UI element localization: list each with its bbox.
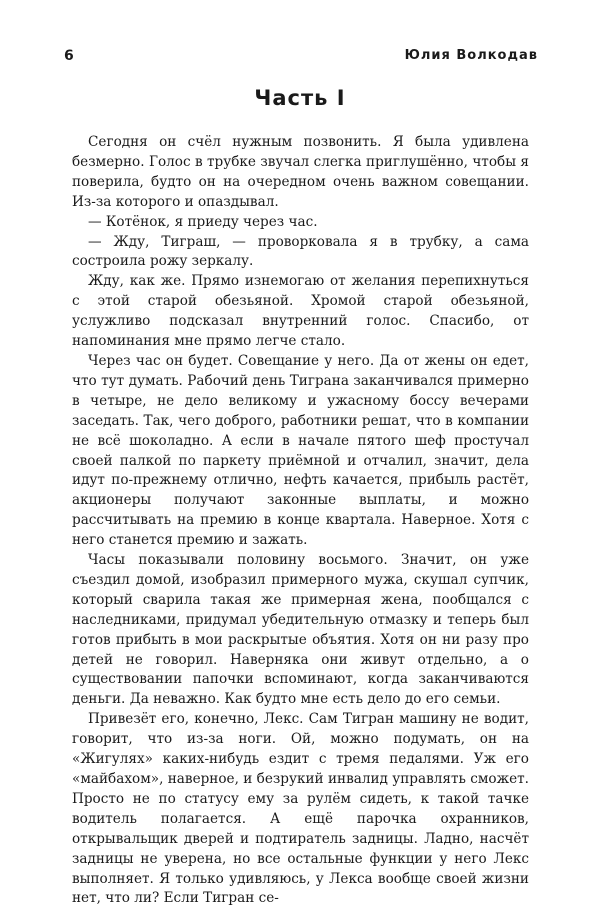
body-text	[72, 133, 529, 909]
paragraph: Через час он будет. Совещание у него. Да от жены он едет, что тут думать. Рабочий день Тиграна заканчивался примерно в четыре, не дело великому и ужасному боссу вечерами заседать. Так, чего доброго, работники решат, что в компании не всё шоколадно. А если в начале пятого шеф простучал своей палкой по паркету приёмной и отчалил, значит, дела идут по-прежнему отлично, нефть качается, прибыль растёт, акционеры получают законные выплаты, и можно рассчитывать на премию в конце квартала. Наверное. Хотя с него станется премию и зажать.	[72, 352, 529, 549]
paragraph: Часы показывали половину восьмого. Значит, он уже съездил домой, изобразил примерного мужа, скушал супчик, который сварила такая же примерная жена, пообщался с наследниками, придумал убедительную отмазку и теперь был готов прибыть в мои раскрытые объятия. Хотя он ни разу про детей не говорил. Наверняка они живут отдельно, а о существовании папочки вспоминают, когда заканчиваются деньги. Да неважно. Как будто мне есть дело до его семьи.	[72, 552, 529, 708]
paragraph: Привезёт его, конечно, Лекс. Сам Тигран машину не водит, говорит, что из-за ноги. Ой, можно подумать, он на «Жигулях» каких-нибудь ездит с тремя педалями. Уж его «майбахом», наверное, и безрукий инвалид управлять сможет. Просто не по статусу ему за рулём сидеть, к такой тачке водитель полагается. А ещё парочка охранников, открывальщик дверей и подтиратель задницы. Ладно, насчёт задницы не уверена, но все остальные функции у него Лекс выполняет. Я только удивляюсь, у Лекса вообще своей жизни нет, что ли? Если Тигран се-	[72, 711, 529, 907]
paragraph: — Котёнок, я приеду через час.	[88, 213, 318, 230]
chapter-title: Часть I	[254, 86, 346, 110]
paragraph: Жду, как же. Прямо изнемогаю от желания перепихнуться с этой старой обезьяной. Хромой старой обезьяной, услужливо подсказал внутренний голос. Спасибо, от напоминания мне прямо легче стало.	[72, 273, 529, 350]
running-header	[64, 48, 538, 68]
paragraph: — Жду, Тиграш, — проворковала я в трубку, а сама состроила рожу зеркалу.	[72, 233, 529, 270]
paragraph: Сегодня он счёл нужным позвонить. Я была удивлена безмерно. Голос в трубке звучал слегка приглушённо, чтобы я поверила, будто он на очередном очень важном совещании. Из-за которого и опаздывал.	[72, 134, 529, 210]
page-number: 6	[64, 48, 74, 64]
author-name: Юлия Волкодав	[404, 48, 538, 63]
